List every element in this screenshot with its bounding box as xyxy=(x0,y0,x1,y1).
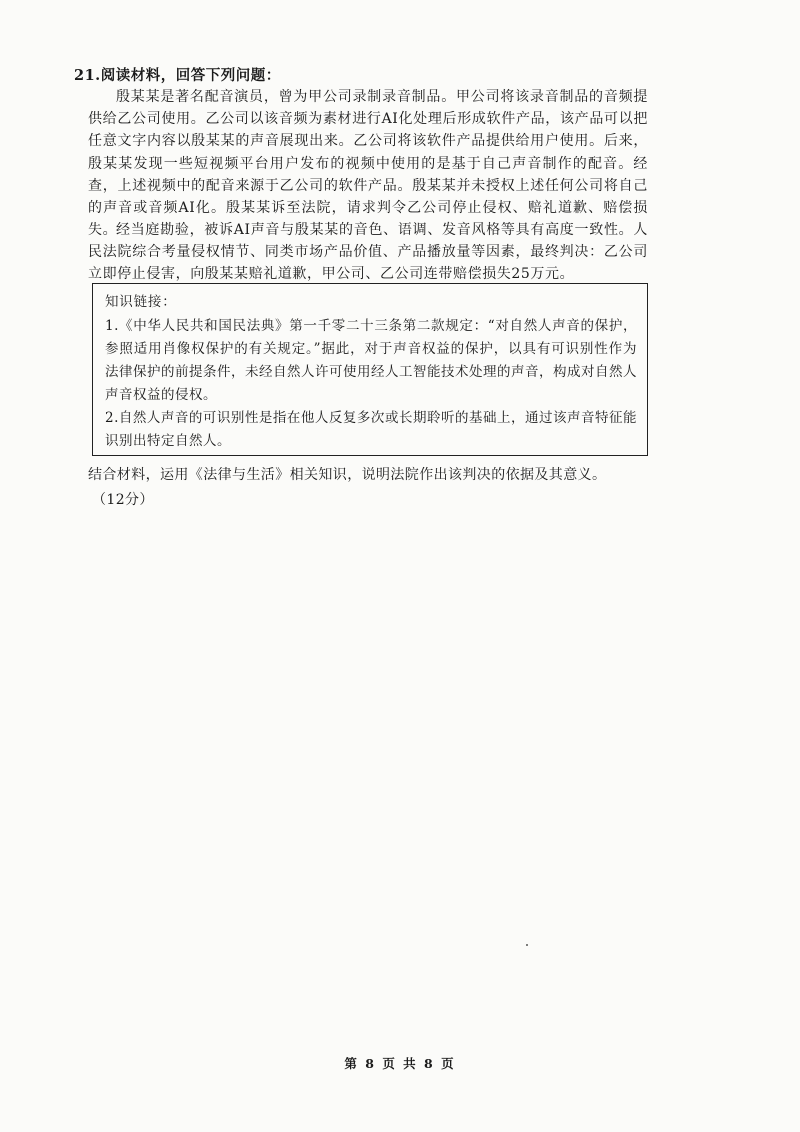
knowledge-link-item-1: 1.《中华人民共和国民法典》第一千零二十三条第二款规定：“对自然人声音的保护，参照适用肖像权保护的有关规定。”据此，对于声音权益的保护，以具有可识别性作为法律保护的前提条件，未经自然人许可使用经人工智能技术处理的声音，构成对自然人声音权益的侵权。 xyxy=(105,318,637,403)
page-footer: 第 8 页 共 8 页 xyxy=(344,1056,456,1071)
knowledge-link-title: 知识链接： xyxy=(105,294,177,310)
question-score: （12分） xyxy=(92,492,154,508)
material-paragraph-2: 经当庭勘验，被诉AI声音与殷某某的音色、语调、发音风格等具有高度一致性。人民法院综合考量侵权情节、同类市场产品价值、产品播放量等因素，最终判决：乙公司立即停止侵害，向殷某某赔礼道歉，甲公司、乙公司连带赔偿损失25万元。 xyxy=(88,222,648,283)
material-paragraph-1: 殷某某是著名配音演员，曾为甲公司录制录音制品。甲公司将该录音制品的音频提供给乙公司使用。乙公司以该音频为素材进行AI化处理后形成软件产品，该产品可以把任意文字内容以殷某某的声音展现出来。乙公司将该软件产品提供给用户使用。后来，殷某某发现一些短视频平台用户发布的视频中使用的是基于自己声音制作的配音。经查，上述视频中的配音来源于乙公司的软件产品。殷某某并未授权上述任何公司将自己的声音或音频AI化。殷某某诉至法院，请求判令乙公司停止侵权、赔礼道歉、赔偿损失。 xyxy=(88,89,648,239)
question-task: 结合材料，运用《法律与生活》相关知识，说明法院作出该判决的依据及其意义。 xyxy=(88,467,607,483)
question-title: 21.阅读材料，回答下列问题： xyxy=(74,67,281,84)
knowledge-link-box xyxy=(92,283,648,456)
scan-speck xyxy=(526,944,528,946)
knowledge-link-item-2: 2.自然人声音的可识别性是指在他人反复多次或长期聆听的基础上，通过该声音特征能识别出特定自然人。 xyxy=(105,410,637,449)
